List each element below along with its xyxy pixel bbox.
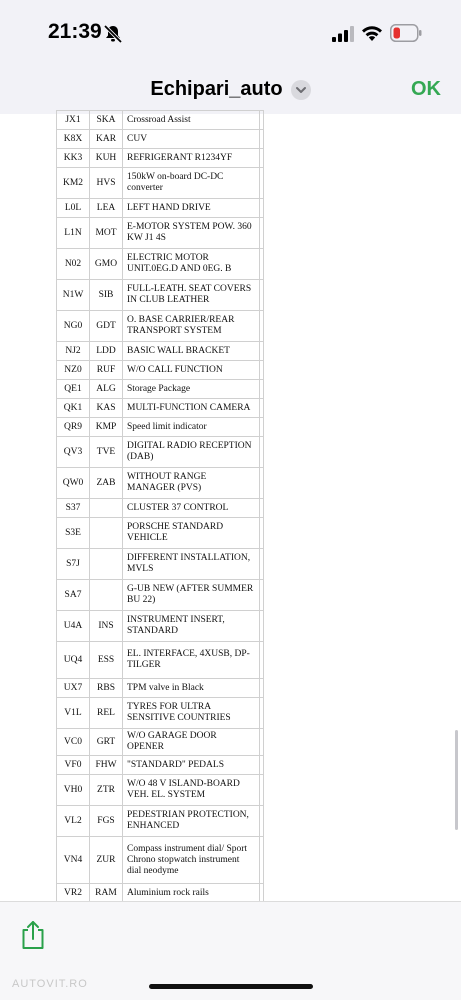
description-cell: EL. INTERFACE, 4XUSB, DP-TILGER (123, 642, 260, 679)
option-code-cell: VL2 (57, 806, 90, 837)
home-indicator[interactable] (149, 984, 313, 989)
spacer-cell (260, 642, 264, 679)
option-code-cell: VF0 (57, 756, 90, 775)
table-row (57, 280, 264, 311)
abbreviation-cell: GDT (90, 311, 123, 342)
equipment-table (56, 110, 264, 934)
description-cell: WITHOUT RANGE MANAGER (PVS) (123, 468, 260, 499)
spacer-cell (260, 111, 264, 130)
abbreviation-cell: ESS (90, 642, 123, 679)
option-code-cell: QE1 (57, 380, 90, 399)
abbreviation-cell: SKA (90, 111, 123, 130)
cellular-signal-icon (332, 26, 354, 42)
option-code-cell: UQ4 (57, 642, 90, 679)
ok-button[interactable]: OK (411, 78, 441, 100)
abbreviation-cell (90, 580, 123, 611)
option-code-cell: VH0 (57, 775, 90, 806)
table-row (57, 130, 264, 149)
abbreviation-cell: RBS (90, 679, 123, 698)
option-code-cell: N1W (57, 280, 90, 311)
table-row (57, 311, 264, 342)
table-row (57, 437, 264, 468)
abbreviation-cell: REL (90, 698, 123, 729)
description-cell: ELECTRIC MOTOR UNIT.0EG.D AND 0EG. B (123, 249, 260, 280)
spacer-cell (260, 549, 264, 580)
spacer-cell (260, 380, 264, 399)
abbreviation-cell: ZTR (90, 775, 123, 806)
description-cell: E-MOTOR SYSTEM POW. 360 KW J1 4S (123, 218, 260, 249)
table-row (57, 468, 264, 499)
option-code-cell: U4A (57, 611, 90, 642)
spacer-cell (260, 698, 264, 729)
abbreviation-cell (90, 518, 123, 549)
option-code-cell: L0L (57, 199, 90, 218)
clock: 21:39 (48, 20, 102, 43)
navigation-bar (0, 68, 461, 114)
description-cell: O. BASE CARRIER/REAR TRANSPORT SYSTEM (123, 311, 260, 342)
spacer-cell (260, 361, 264, 380)
option-code-cell: S37 (57, 499, 90, 518)
option-code-cell: VR2 (57, 884, 90, 903)
spacer-cell (260, 399, 264, 418)
table-row (57, 549, 264, 580)
option-code-cell: JX1 (57, 111, 90, 130)
option-code-cell: S7J (57, 549, 90, 580)
description-cell: LEFT HAND DRIVE (123, 199, 260, 218)
table-row (57, 149, 264, 168)
table-row (57, 642, 264, 679)
spacer-cell (260, 729, 264, 756)
table-row (57, 249, 264, 280)
table-row (57, 218, 264, 249)
spacer-cell (260, 884, 264, 903)
abbreviation-cell: TVE (90, 437, 123, 468)
abbreviation-cell: GMO (90, 249, 123, 280)
table-row (57, 399, 264, 418)
watermark: AUTOVIT.RO (12, 978, 88, 990)
option-code-cell: SA7 (57, 580, 90, 611)
abbreviation-cell: KAS (90, 399, 123, 418)
abbreviation-cell: LDD (90, 342, 123, 361)
table-row (57, 837, 264, 884)
description-cell: Compass instrument dial/ Sport Chrono stopwatch instrument dial neodyme (123, 837, 260, 884)
table-row (57, 361, 264, 380)
description-cell: W/O CALL FUNCTION (123, 361, 260, 380)
abbreviation-cell: LEA (90, 199, 123, 218)
description-cell: W/O GARAGE DOOR OPENER (123, 729, 260, 756)
spacer-cell (260, 437, 264, 468)
spacer-cell (260, 611, 264, 642)
option-code-cell: N02 (57, 249, 90, 280)
table-row (57, 884, 264, 903)
description-cell: Speed limit indicator (123, 418, 260, 437)
option-code-cell: VC0 (57, 729, 90, 756)
abbreviation-cell: ALG (90, 380, 123, 399)
description-cell: PEDESTRIAN PROTECTION, ENHANCED (123, 806, 260, 837)
abbreviation-cell: SIB (90, 280, 123, 311)
table-row (57, 499, 264, 518)
spacer-cell (260, 756, 264, 775)
table-row (57, 806, 264, 837)
table-row (57, 380, 264, 399)
spacer-cell (260, 311, 264, 342)
description-cell: DIGITAL RADIO RECEPTION (DAB) (123, 437, 260, 468)
option-code-cell: L1N (57, 218, 90, 249)
description-cell: CUV (123, 130, 260, 149)
abbreviation-cell: KMP (90, 418, 123, 437)
spacer-cell (260, 199, 264, 218)
table-row (57, 611, 264, 642)
table-row (57, 111, 264, 130)
bell-muted-icon (103, 24, 123, 44)
spacer-cell (260, 249, 264, 280)
abbreviation-cell: INS (90, 611, 123, 642)
description-cell: Aluminium rock rails (123, 884, 260, 903)
description-cell: CLUSTER 37 CONTROL (123, 499, 260, 518)
spacer-cell (260, 218, 264, 249)
table-row (57, 518, 264, 549)
abbreviation-cell: HVS (90, 168, 123, 199)
option-code-cell: V1L (57, 698, 90, 729)
option-code-cell: QW0 (57, 468, 90, 499)
description-cell: TPM valve in Black (123, 679, 260, 698)
abbreviation-cell: FHW (90, 756, 123, 775)
table-row (57, 342, 264, 361)
spacer-cell (260, 130, 264, 149)
spacer-cell (260, 806, 264, 837)
table-row (57, 698, 264, 729)
abbreviation-cell: ZUR (90, 837, 123, 884)
spacer-cell (260, 679, 264, 698)
abbreviation-cell: KUH (90, 149, 123, 168)
option-code-cell: NG0 (57, 311, 90, 342)
description-cell: BASIC WALL BRACKET (123, 342, 260, 361)
table-row (57, 199, 264, 218)
abbreviation-cell: RUF (90, 361, 123, 380)
option-code-cell: NZ0 (57, 361, 90, 380)
description-cell: PORSCHE STANDARD VEHICLE (123, 518, 260, 549)
description-cell: TYRES FOR ULTRA SENSITIVE COUNTRIES (123, 698, 260, 729)
description-cell: "STANDARD" PEDALS (123, 756, 260, 775)
spacer-cell (260, 168, 264, 199)
abbreviation-cell: KAR (90, 130, 123, 149)
abbreviation-cell (90, 549, 123, 580)
battery-low-icon (390, 24, 422, 42)
table-row (57, 775, 264, 806)
option-code-cell: UX7 (57, 679, 90, 698)
document-title[interactable]: Echipari_auto (0, 78, 461, 101)
option-code-cell: K8X (57, 130, 90, 149)
option-code-cell: VN4 (57, 837, 90, 884)
option-code-cell: NJ2 (57, 342, 90, 361)
description-cell: INSTRUMENT INSERT, STANDARD (123, 611, 260, 642)
table-row (57, 580, 264, 611)
spacer-cell (260, 149, 264, 168)
table-row (57, 679, 264, 698)
table-row (57, 756, 264, 775)
description-cell: Storage Package (123, 380, 260, 399)
abbreviation-cell: GRT (90, 729, 123, 756)
description-cell: REFRIGERANT R1234YF (123, 149, 260, 168)
option-code-cell: QR9 (57, 418, 90, 437)
option-code-cell: QK1 (57, 399, 90, 418)
scrollbar[interactable] (455, 730, 458, 830)
spacer-cell (260, 518, 264, 549)
share-icon[interactable] (20, 920, 46, 950)
abbreviation-cell: FGS (90, 806, 123, 837)
chevron-down-icon[interactable] (291, 80, 311, 100)
spacer-cell (260, 775, 264, 806)
spacer-cell (260, 837, 264, 884)
table-row (57, 418, 264, 437)
description-cell: 150kW on-board DC-DC converter (123, 168, 260, 199)
option-code-cell: QV3 (57, 437, 90, 468)
description-cell: MULTI-FUNCTION CAMERA (123, 399, 260, 418)
description-cell: G-UB NEW (AFTER SUMMER BU 22) (123, 580, 260, 611)
description-cell: DIFFERENT INSTALLATION, MVLS (123, 549, 260, 580)
description-cell: W/O 48 V ISLAND-BOARD VEH. EL. SYSTEM (123, 775, 260, 806)
abbreviation-cell: RAM (90, 884, 123, 903)
spacer-cell (260, 342, 264, 361)
abbreviation-cell: ZAB (90, 468, 123, 499)
option-code-cell: KK3 (57, 149, 90, 168)
abbreviation-cell (90, 499, 123, 518)
wifi-icon (361, 24, 383, 42)
spacer-cell (260, 499, 264, 518)
abbreviation-cell: MOT (90, 218, 123, 249)
status-bar (0, 0, 461, 68)
description-cell: FULL-LEATH. SEAT COVERS IN CLUB LEATHER (123, 280, 260, 311)
spacer-cell (260, 280, 264, 311)
spacer-cell (260, 418, 264, 437)
description-cell: Crossroad Assist (123, 111, 260, 130)
table-row (57, 168, 264, 199)
option-code-cell: S3E (57, 518, 90, 549)
option-code-cell: KM2 (57, 168, 90, 199)
spacer-cell (260, 468, 264, 499)
spacer-cell (260, 580, 264, 611)
table-row (57, 729, 264, 756)
document-view[interactable] (0, 114, 461, 901)
